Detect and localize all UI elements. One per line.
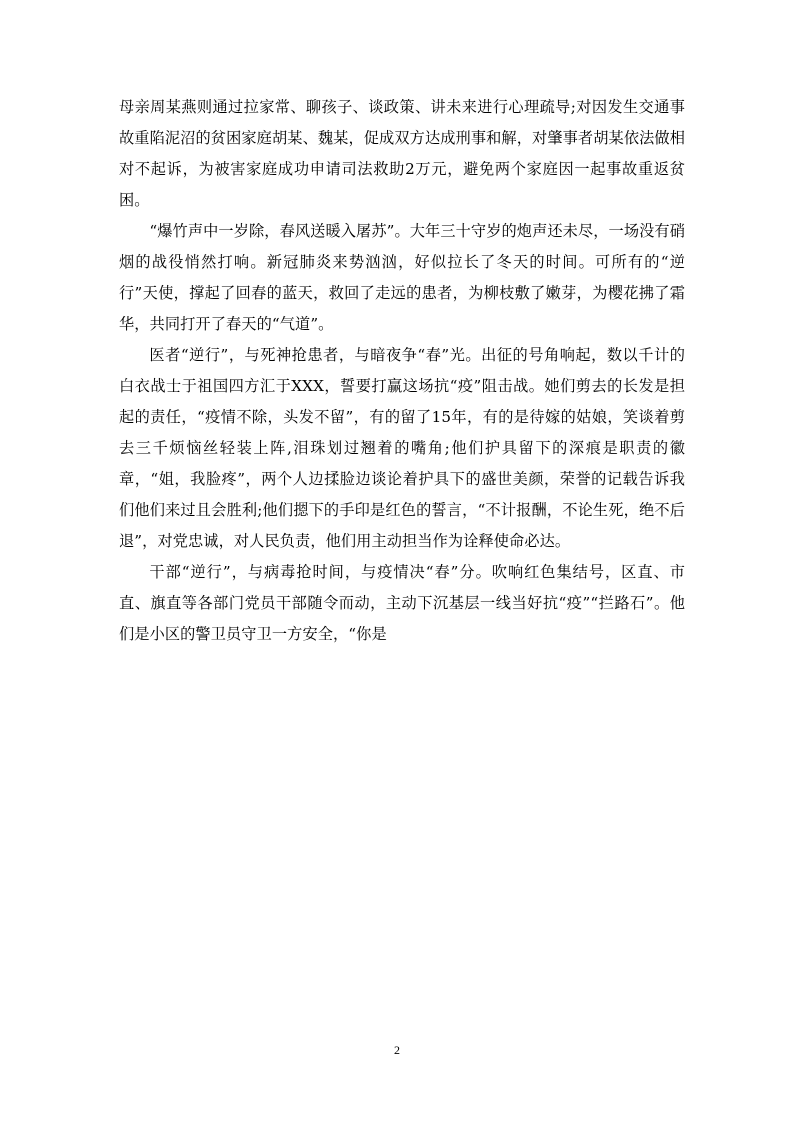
paragraph-3: 医者“逆行”，与死神抢患者，与暗夜争“春”光。出征的号角响起，数以千计的白衣战士于祖国四方汇于XXX，誓要打赢这场抗“疫”阻击战。她们剪去的长发是担起的责任，“疫情不除，头发不留”，有的留了15年，有的是待嫁的姑娘，笑谈着剪去三千烦恼丝轻装上阵,泪珠划过翘着的嘴角;他们护具留下的深痕是职责的徽章，“姐，我脸疼”，两个人边揉脸边谈论着护具下的盛世美颜，荣誉的记载告诉我们他们来过且会胜利;他们摁下的手印是红色的誓言，“不计报酬，不论生死，绝不后退”，对党忠诚，对人民负责，他们用主动担当作为诠释使命必达。	[119, 346, 685, 550]
paragraph-2: “爆竹声中一岁除，春风送暖入屠苏”。大年三十守岁的炮声还未尽，一场没有硝烟的战役悄然打响。新冠肺炎来势汹汹，好似拉长了冬天的时间。可所有的“逆行”天使，撑起了回春的蓝天，救回了走远的患者，为柳枝敷了嫩芽，为樱花拂了霜华，共同打开了春天的“气道”。	[119, 222, 685, 333]
document-body	[119, 92, 685, 650]
paragraph-1: 母亲周某燕则通过拉家常、聊孩子、谈政策、讲未来进行心理疏导;对因发生交通事故重陷泥沼的贫困家庭胡某、魏某，促成双方达成刑事和解，对肇事者胡某依法做相对不起诉，为被害家庭成功申请司法救助2万元，避免两个家庭因一起事故重返贫困。	[119, 98, 685, 209]
paragraph-4: 干部“逆行”，与病毒抢时间，与疫情决“春”分。吹响红色集结号，区直、市直、旗直等各部门党员干部随令而动，主动下沉基层一线当好抗“疫”“拦路石”。他们是小区的警卫员守卫一方安全，“你是	[119, 563, 685, 643]
page-number: 2	[394, 1043, 400, 1057]
